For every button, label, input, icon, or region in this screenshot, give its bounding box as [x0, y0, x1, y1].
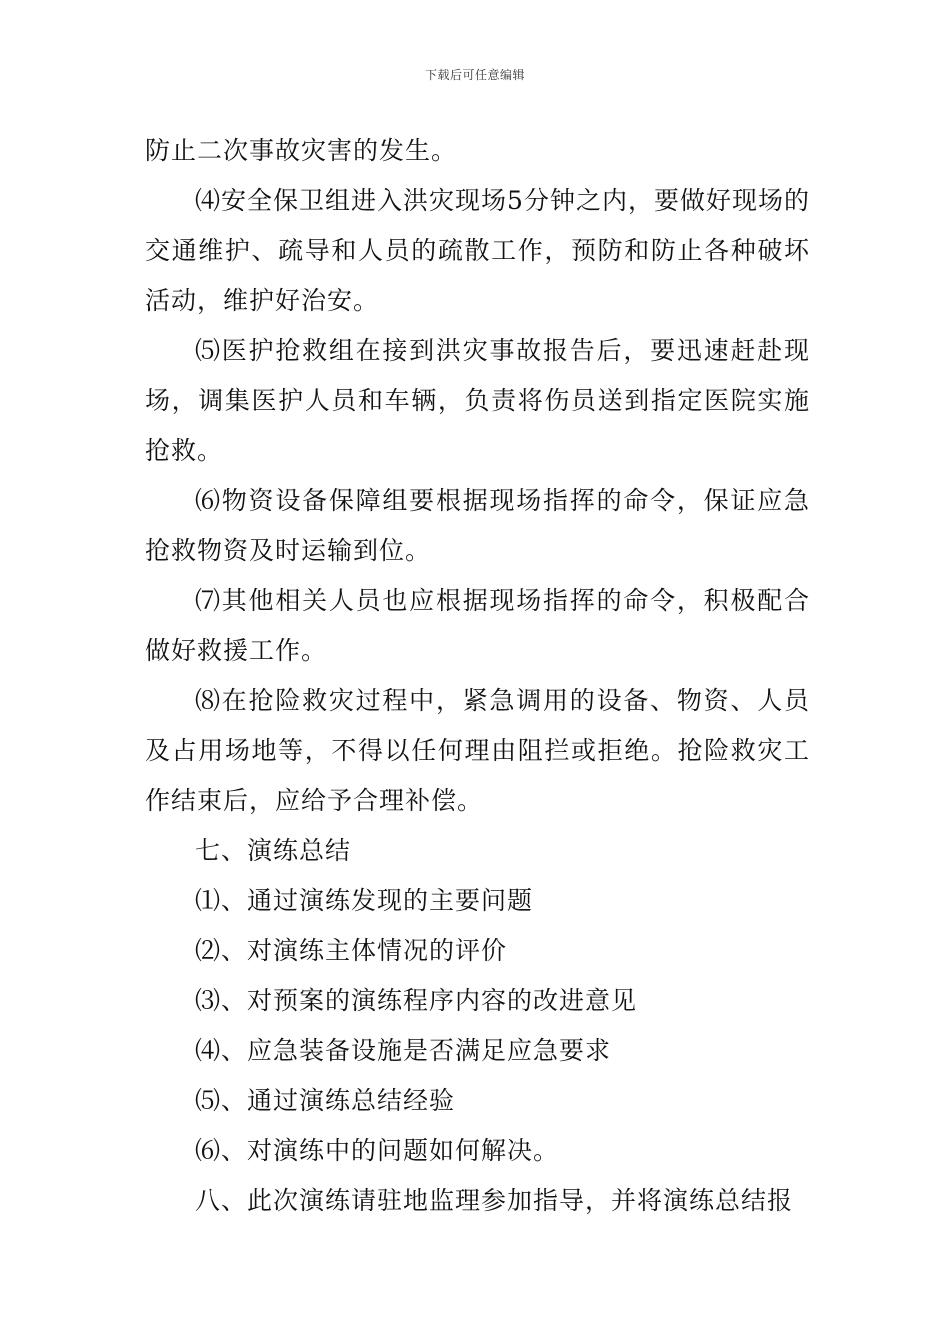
section-7-item-3: ⑶、对预案的演练程序内容的改进意见 [195, 986, 638, 1015]
section-7-item-1: ⑴、通过演练发现的主要问题 [195, 886, 534, 915]
paragraph-item-7: ⑺其他相关人员也应根据现场指挥的命令，积极配合做好救援工作。 [145, 586, 810, 665]
paragraph-item-4: ⑷安全保卫组进入洪灾现场5分钟之内，要做好现场的交通维护、疏导和人员的疏散工作，预防和防止各种破坏活动，维护好治安。 [145, 186, 810, 315]
paragraph-item-6: ⑹物资设备保障组要根据现场指挥的命令，保证应急抢救物资及时运输到位。 [145, 486, 810, 565]
section-7-item-6: ⑹、对演练中的问题如何解决。 [195, 1136, 560, 1165]
section-7-item-2: ⑵、对演练主体情况的评价 [195, 936, 508, 965]
page-header: 下载后可任意编辑 [424, 68, 525, 82]
paragraph-item-5: ⑸医护抢救组在接到洪灾事故报告后，要迅速赶赴现场，调集医护人员和车辆，负责将伤员送到指定医院实施抢救。 [145, 336, 810, 465]
paragraph-item-8: ⑻在抢险救灾过程中，紧急调用的设备、物资、人员及占用场地等，不得以任何理由阻拦或拒绝。抢险救灾工作结束后，应给予合理补偿。 [145, 686, 810, 815]
section-7-item-5: ⑸、通过演练总结经验 [195, 1086, 456, 1115]
section-7-title: 七、演练总结 [195, 836, 352, 865]
section-8-text: 八、此次演练请驻地监理参加指导，并将演练总结报 [195, 1186, 794, 1215]
document-body [145, 126, 810, 1226]
paragraph-continued: 防止二次事故灾害的发生。 [145, 136, 458, 165]
section-7-item-4: ⑷、应急装备设施是否满足应急要求 [195, 1036, 612, 1065]
